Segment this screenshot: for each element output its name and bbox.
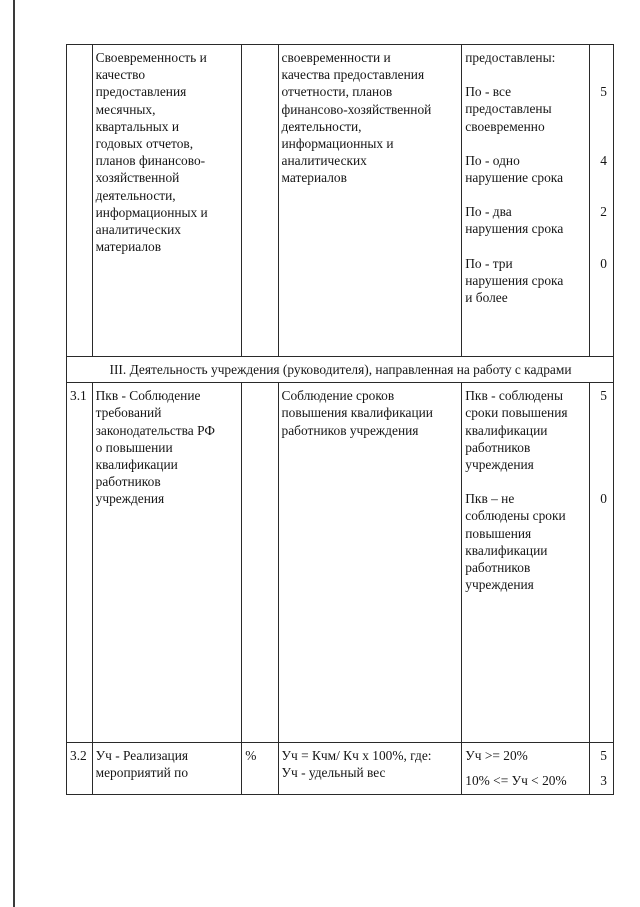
unit-cell — [242, 45, 278, 357]
calculation-cell: Соблюдение сроков повышения квалификации работников учреждения — [278, 383, 462, 743]
condition-item: По - три нарушения срока и более — [465, 255, 564, 306]
unit-cell — [242, 383, 278, 743]
condition-item: По - одно нарушение срока — [465, 152, 564, 186]
score-value: 4 — [600, 153, 607, 169]
row-number: 3.2 — [67, 743, 93, 794]
condition-item: По - два нарушения срока — [465, 204, 564, 237]
conditions-intro: предоставлены: — [465, 50, 556, 65]
section-header-row — [67, 357, 614, 383]
row-number: 3.1 — [67, 383, 93, 743]
criteria-table — [66, 44, 614, 795]
score-value: 5 — [600, 84, 607, 99]
section-title: III. Деятельность учреждения (руководителя), направленная на работу с кадрами — [67, 357, 614, 383]
conditions-cell — [462, 743, 590, 794]
condition-item: Уч >= 20% — [465, 748, 528, 764]
scores-cell — [590, 743, 614, 794]
calculation-cell: своевременности и качества предоставления отчетности, планов финансово-хозяйственной деятельности, информационных и аналитических материалов — [278, 45, 462, 357]
condition-item: Пкв - соблюдены сроки повышения квалификации работников учреждения — [465, 388, 568, 473]
condition-item: По - все предоставлены своевременно — [465, 84, 552, 134]
scores-cell — [590, 383, 614, 743]
score-value: 0 — [600, 491, 607, 507]
score-value: 2 — [600, 204, 607, 220]
table-row — [67, 45, 614, 357]
conditions-cell — [462, 45, 590, 357]
score-value: 0 — [600, 255, 607, 271]
scores-cell — [590, 45, 614, 357]
condition-item: Пкв – не соблюдены сроки повышения квалификации работников учреждения — [465, 491, 566, 593]
table-row — [67, 743, 614, 794]
table-row — [67, 383, 614, 743]
calculation-cell: Уч = Кчм/ Кч х 100%, где: Уч - удельный вес — [278, 743, 462, 794]
unit-cell: % — [242, 743, 278, 794]
page-margin-rule — [13, 0, 15, 907]
criterion-name: Пкв - Соблюдение требований законодательства РФ о повышении квалификации работников учреждения — [92, 383, 242, 743]
criterion-name: Своевременность и качество предоставления месячных, квартальных и годовых отчетов, планов финансово- хозяйственной деятельности, информационных и аналитических материалов — [92, 45, 242, 357]
row-number — [67, 45, 93, 357]
score-value: 3 — [600, 773, 607, 789]
condition-item: 10% <= Уч < 20% — [465, 773, 567, 789]
score-value: 5 — [600, 748, 607, 764]
conditions-cell — [462, 383, 590, 743]
criterion-name: Уч - Реализация мероприятий по — [92, 743, 242, 794]
score-value: 5 — [600, 388, 607, 404]
